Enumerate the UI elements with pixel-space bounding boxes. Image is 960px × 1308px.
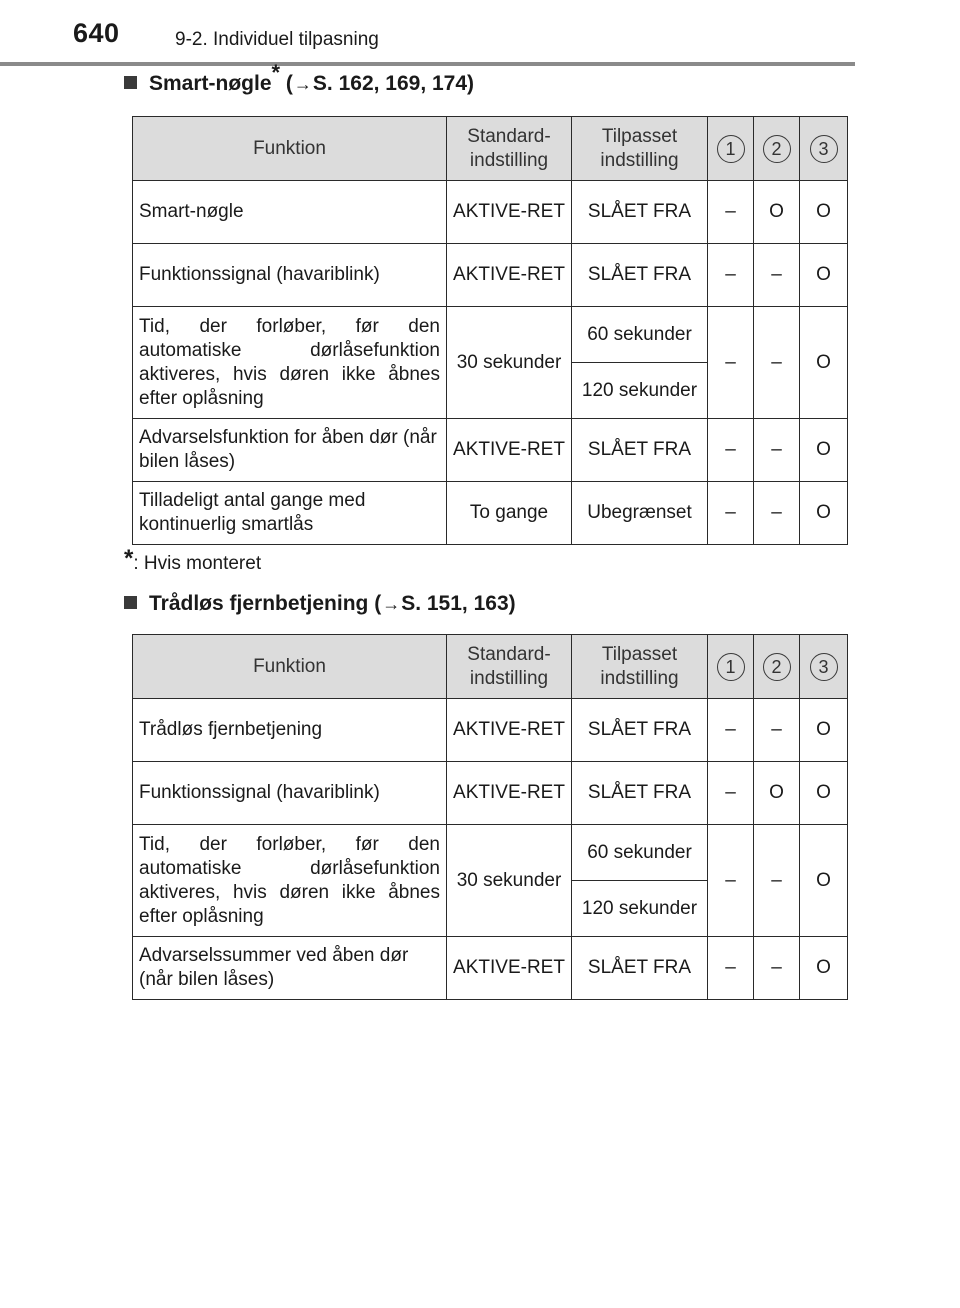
heading-smart-key [124,60,475,96]
mode-2-cell: – [754,244,800,307]
mode-3-cell: O [800,825,848,937]
header-col-2 [754,635,800,699]
function-cell: Smart-nøgle [133,181,447,244]
custom-cell: SLÅET FRA [572,244,708,307]
default-cell: AKTIVE-RET [447,937,572,1000]
custom-cell: SLÅET FRA [572,937,708,1000]
header-divider [0,62,855,66]
circled-2-icon: 2 [763,653,791,681]
function-cell: Tid, der forløber, før den automatiske dørlåsefunktion aktiveres, hvis døren ikke åbnes efter oplåsning [133,825,447,937]
mode-1-cell: – [708,937,754,1000]
square-bullet-icon [124,596,137,609]
custom-cell: SLÅET FRA [572,699,708,762]
custom-cell: SLÅET FRA [572,419,708,482]
function-cell: Trådløs fjernbetjening [133,699,447,762]
mode-3-cell: O [800,482,848,545]
default-cell: AKTIVE-RET [447,762,572,825]
custom-cell: SLÅET FRA [572,181,708,244]
table-row [133,244,848,307]
footnote [124,544,262,575]
heading-paren: ( [280,72,293,95]
table-header-row [133,635,848,699]
mode-1-cell: – [708,244,754,307]
custom-cell: 120 sekunder [572,363,708,419]
asterisk-mark: * [271,60,281,85]
mode-3-cell: O [800,937,848,1000]
mode-1-cell: – [708,825,754,937]
heading-title: Trådløs fjernbetjening ( [149,592,382,615]
wireless-remote-settings-table [132,634,848,1000]
table-row [133,937,848,1000]
custom-cell: SLÅET FRA [572,762,708,825]
header-function: Funktion [133,117,447,181]
mode-1-cell: – [708,307,754,419]
table-row [133,482,848,545]
mode-3-cell: O [800,419,848,482]
header-function: Funktion [133,635,447,699]
heading-title: Smart-nøgle [149,72,272,95]
function-cell: Advarselssummer ved åben dør (når bilen låses) [133,937,447,1000]
mode-3-cell: O [800,307,848,419]
table-row [133,181,848,244]
function-cell: Funktionssignal (havariblink) [133,244,447,307]
table-header-row [133,117,848,181]
default-cell: AKTIVE-RET [447,181,572,244]
default-cell: AKTIVE-RET [447,244,572,307]
header-col-1 [708,635,754,699]
circled-3-icon: 3 [810,135,838,163]
default-cell: To gange [447,482,572,545]
mode-2-cell: O [754,181,800,244]
circled-2-icon: 2 [763,135,791,163]
table-row [133,762,848,825]
table-row [133,825,848,881]
function-cell: Advarselsfunktion for åben dør (når bilen låses) [133,419,447,482]
default-cell: AKTIVE-RET [447,419,572,482]
mode-2-cell: – [754,419,800,482]
mode-2-cell: – [754,937,800,1000]
table-row [133,307,848,363]
header-col-3 [800,635,848,699]
circled-1-icon: 1 [717,653,745,681]
heading-page-ref[interactable]: S. 151, 163) [401,592,516,615]
circled-3-icon: 3 [810,653,838,681]
smart-key-settings-table [132,116,848,545]
mode-1-cell: – [708,699,754,762]
mode-1-cell: – [708,181,754,244]
default-cell: 30 sekunder [447,307,572,419]
header-col-3 [800,117,848,181]
heading-wireless-remote [124,592,516,616]
header-default: Standard-indstilling [447,117,572,181]
default-cell: 30 sekunder [447,825,572,937]
mode-2-cell: – [754,482,800,545]
table-row [133,699,848,762]
mode-1-cell: – [708,419,754,482]
mode-2-cell: – [754,307,800,419]
default-cell: AKTIVE-RET [447,699,572,762]
function-cell: Tid, der forløber, før den automatiske dørlåsefunktion aktiveres, hvis døren ikke åbnes efter oplåsning [133,307,447,419]
section-header: 9-2. Individuel tilpasning [175,29,379,50]
mode-3-cell: O [800,181,848,244]
custom-cell: Ubegrænset [572,482,708,545]
square-bullet-icon [124,76,137,89]
mode-2-cell: – [754,699,800,762]
header-custom: Tilpasset indstilling [572,117,708,181]
function-cell: Tilladeligt antal gange med kontinuerlig smartlås [133,482,447,545]
header-col-2 [754,117,800,181]
header-custom: Tilpasset indstilling [572,635,708,699]
asterisk-mark: * [124,544,134,572]
custom-cell: 60 sekunder [572,825,708,881]
custom-cell: 120 sekunder [572,881,708,937]
mode-1-cell: – [708,762,754,825]
header-default: Standard-indstilling [447,635,572,699]
mode-2-cell: O [754,762,800,825]
circled-1-icon: 1 [717,135,745,163]
page-number: 640 [73,18,120,48]
function-cell: Funktionssignal (havariblink) [133,762,447,825]
header-col-1 [708,117,754,181]
custom-cell: 60 sekunder [572,307,708,363]
arrow-right-icon: → [382,594,401,614]
mode-3-cell: O [800,244,848,307]
mode-3-cell: O [800,762,848,825]
footnote-text: : Hvis monteret [133,553,262,574]
mode-2-cell: – [754,825,800,937]
heading-page-ref[interactable]: S. 162, 169, 174) [312,72,475,95]
arrow-right-icon: → [293,74,312,94]
table-row [133,419,848,482]
mode-1-cell: – [708,482,754,545]
mode-3-cell: O [800,699,848,762]
